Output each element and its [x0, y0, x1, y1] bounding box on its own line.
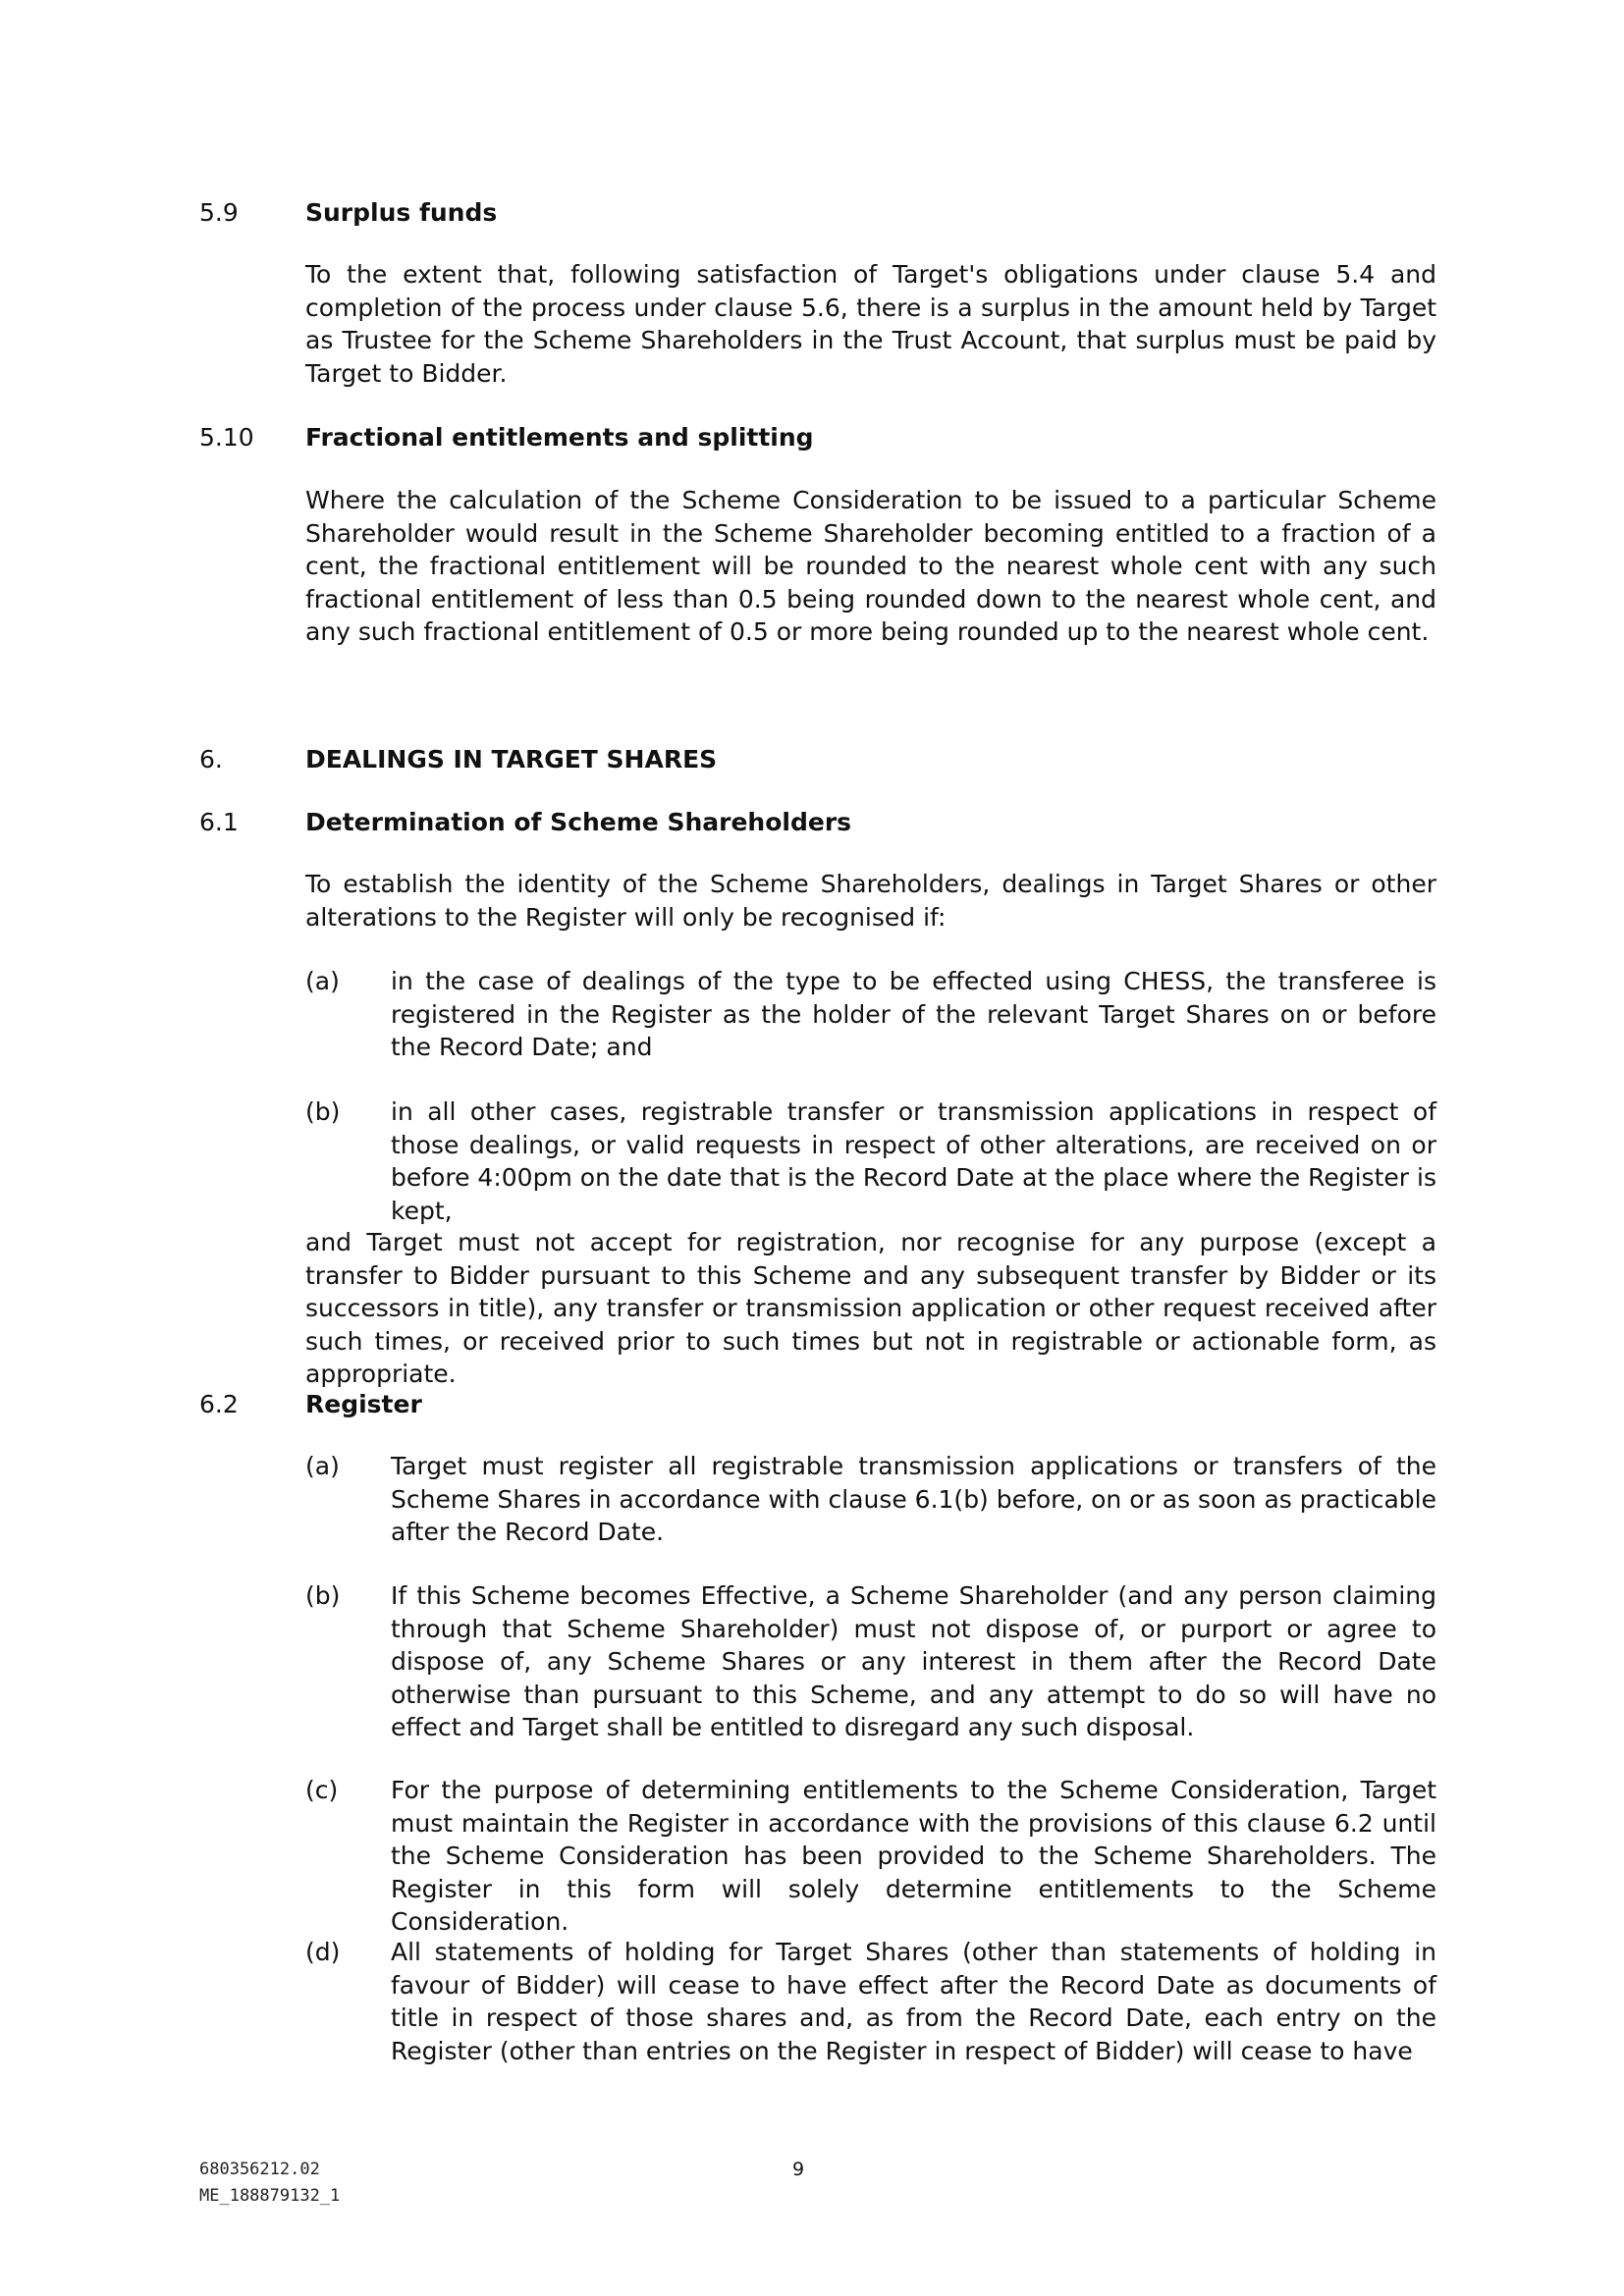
- item-text: If this Scheme becomes Effective, a Scheme Shareholder (and any person claiming through that Scheme Shareholder) must not dispose of, or purport or agree to dispose of, any Scheme Shares or any interest in them after the Record Date otherwise than pursuant to this Scheme, and any attempt to do so will have no effect and Target shall be entitled to disregard any such disposal.: [391, 1581, 1436, 1742]
- item-label: (d): [305, 1938, 341, 1966]
- section-body-5-10: Where the calculation of the Scheme Consideration to be issued to a particular Scheme Shareholder would result in the Scheme Shareholder becoming entitled to a fraction of a cent, the fractional entitlement will be rounded to the nearest whole cent with any such fractional entitlement of less than 0.5 being rounded down to the nearest whole cent, and any such fractional entitlement of 0.5 or more being rounded up to the nearest whole cent.: [305, 486, 1436, 647]
- footer-doc-reference: [199, 2157, 340, 2210]
- item-text: All statements of holding for Target Shares (other than statements of holding in favour of Bidder) will cease to have effect after the Record Date as documents of title in respect of those shares and, as from the Record Date, each entry on the Register (other than entries on the Register in respect of Bidder) will cease to have: [391, 1938, 1436, 2065]
- section-number: 6.1: [199, 808, 239, 836]
- section-intro-6-1: To establish the identity of the Scheme Shareholders, dealings in Target Shares or other alterations to the Register will only be recognised if:: [305, 870, 1436, 932]
- footer-doc-ref-1: 680356212.02: [199, 2160, 320, 2179]
- item-label: (a): [305, 967, 340, 995]
- item-label: (b): [305, 1581, 341, 1610]
- item-text: in all other cases, registrable transfer or transmission applications in respect of those dealings, or valid requests in respect of other alterations, are received on or before 4:00pm on the date that is the Record Date at the place where the Register is kept,: [391, 1097, 1436, 1225]
- section-body-5-9: To the extent that, following satisfaction of Target's obligations under clause 5.4 and completion of the process under clause 5.6, there is a surplus in the amount held by Target as Trustee for the Scheme Shareholders in the Trust Account, that surplus must be paid by Target to Bidder.: [305, 260, 1436, 388]
- section-title: Register: [305, 1390, 422, 1418]
- section-number: 5.10: [199, 423, 254, 452]
- section-title: Determination of Scheme Shareholders: [305, 808, 852, 836]
- footer-doc-ref-2: ME_188879132_1: [199, 2186, 341, 2206]
- section-outro-6-1: and Target must not accept for registration, nor recognise for any purpose (except a transfer to Bidder pursuant to this Scheme and any subsequent transfer by Bidder or its successors in title), any transfer or transmission application or other request received after such times, or received prior to such times but not in registrable or actionable form, as appropriate.: [305, 1228, 1436, 1389]
- section-heading-5-9: [0, 196, 1624, 230]
- section-number: 5.9: [199, 198, 239, 227]
- section-heading-6: [0, 743, 1624, 776]
- item-text: Target must register all registrable transmission applications or transfers of the Scheme Shares in accordance with clause 6.1(b) before, on or as soon as practicable after the Record Date.: [391, 1452, 1436, 1547]
- section-number: 6.: [199, 745, 223, 774]
- section-heading-6-1: [0, 806, 1624, 839]
- section-title: DEALINGS IN TARGET SHARES: [305, 745, 718, 774]
- item-text: For the purpose of determining entitlements to the Scheme Consideration, Target must maintain the Register in accordance with the provisions of this clause 6.2 until the Scheme Consideration has been provided to the Scheme Shareholders. The Register in this form will solely determine entitlements to the Scheme Consideration.: [391, 1776, 1436, 1937]
- item-text: in the case of dealings of the type to be effected using CHESS, the transferee is registered in the Register as the holder of the relevant Target Shares on or before the Record Date; and: [391, 967, 1436, 1062]
- item-label: (a): [305, 1452, 340, 1480]
- page-number: 9: [791, 2159, 805, 2180]
- section-heading-5-10: [0, 421, 1624, 454]
- item-label: (b): [305, 1097, 341, 1126]
- section-title: Surplus funds: [305, 198, 498, 227]
- item-label: (c): [305, 1776, 339, 1804]
- section-title: Fractional entitlements and splitting: [305, 423, 814, 452]
- section-heading-6-2: [0, 1388, 1624, 1421]
- section-number: 6.2: [199, 1390, 239, 1418]
